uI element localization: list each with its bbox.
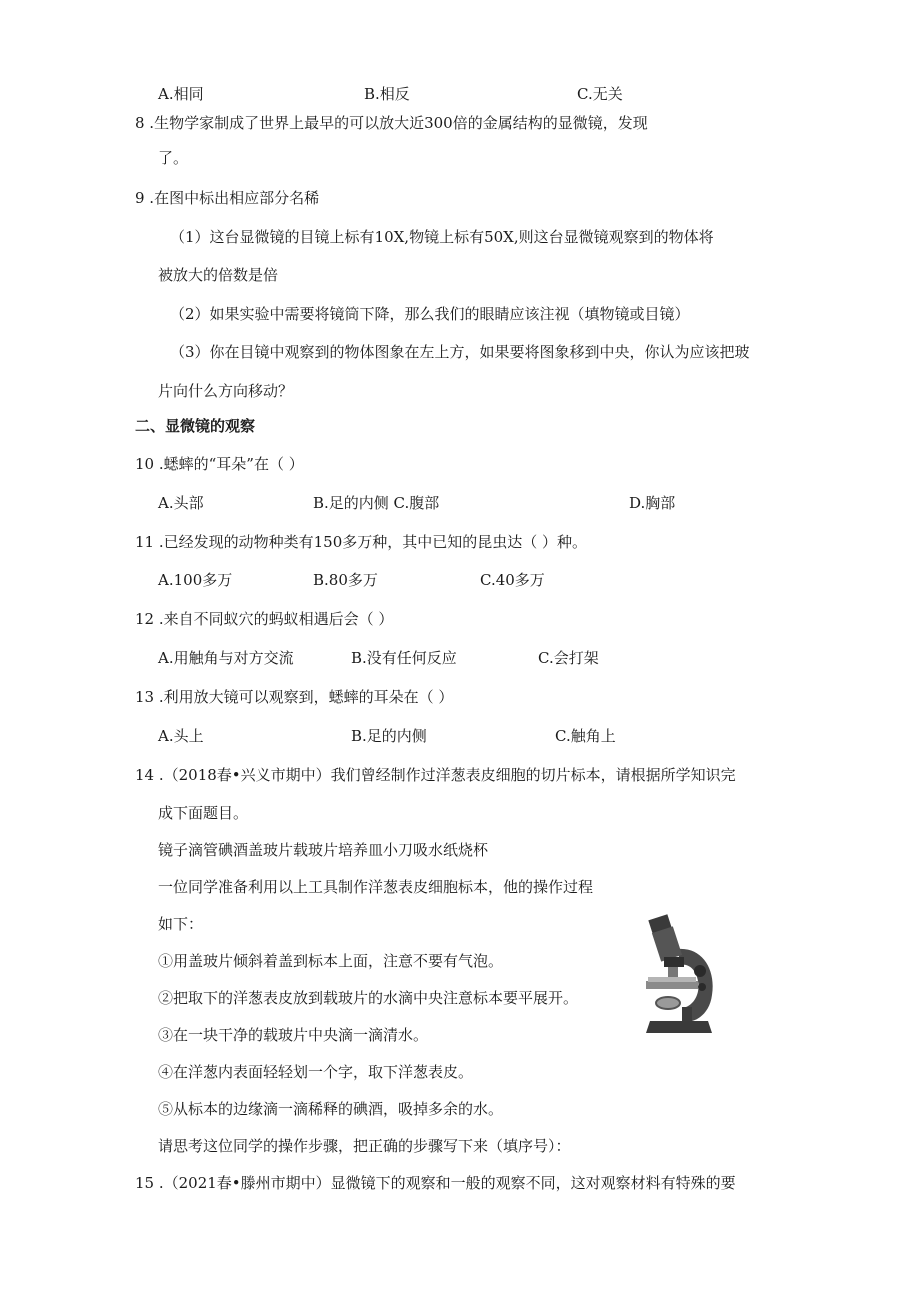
q9-text: 9 .在图中标出相应部分名稀 (135, 189, 320, 207)
q7-option-b: B.相反 (364, 85, 410, 103)
q13-text: 13 .利用放大镜可以观察到，蟋蟀的耳朵在（ ） (135, 688, 454, 706)
q7-option-c: C.无关 (577, 85, 623, 103)
q14-step-2: ②把取下的洋葱表皮放到载玻片的水滴中央注意标本要平展开。 (158, 989, 579, 1007)
q9-s2: （2）如果实验中需要将镜筒下降，那么我们的眼睛应该注视（填物镜或目镜） (170, 305, 690, 323)
q11-option-c: C.40多万 (480, 571, 545, 589)
q11-option-b: B.80多万 (313, 571, 378, 589)
q12-option-b: B.没有任何反应 (351, 649, 457, 667)
q10-option-d: D.胸部 (629, 494, 676, 512)
q8-text: 8 .生物学家制成了世界上最早的可以放大近300倍的金属结构的显微镜，发现 (135, 114, 648, 132)
q8-cont: 了。 (158, 149, 189, 167)
q12-text: 12 .来自不同蚁穴的蚂蚁相遇后会（ ） (135, 610, 394, 628)
q13-option-a: A.头上 (158, 727, 204, 745)
q14-cont: 成下面题目。 (158, 804, 249, 822)
q14-step-5: ⑤从标本的边缘滴一滴稀释的碘酒，吸掉多余的水。 (158, 1100, 504, 1118)
q14-tools: 镜子滴管碘酒盖玻片载玻片培养皿小刀吸水纸烧杯 (158, 841, 489, 859)
section-heading: 二、显微镜的观察 (135, 417, 256, 435)
q9-s1a: （1）这台显微镜的目镜上标有10X,物镜上标有50X,则这台显微镜观察到的物体将 (170, 228, 714, 246)
q14-step-3: ③在一块干净的载玻片中央滴一滴清水。 (158, 1026, 429, 1044)
q14-intro: 一位同学准备利用以上工具制作洋葱表皮细胞标本，他的操作过程 (158, 878, 594, 896)
q14-intro2: 如下： (158, 915, 204, 933)
q14-ask: 请思考这位同学的操作步骤，把正确的步骤写下来（填序号）： (158, 1137, 571, 1155)
q10-option-a: A.头部 (158, 494, 204, 512)
q9-s3b: 片向什么方向移动？ (158, 382, 294, 400)
q14-step-1: ①用盖玻片倾斜着盖到标本上面，注意不要有气泡。 (158, 952, 504, 970)
q14-step-4: ④在洋葱内表面轻轻划一个字，取下洋葱表皮。 (158, 1063, 474, 1081)
q10-text: 10 .蟋蟀的“耳朵”在（ ） (135, 455, 304, 473)
q14-text: 14 .（2018春•兴义市期中）我们曾经制作过洋葱表皮细胞的切片标本，请根据所学知识完 (135, 766, 736, 784)
q10-option-bc: B.足的内侧 C.腹部 (313, 494, 440, 512)
q11-text: 11 .已经发现的动物种类有150多万种，其中已知的昆虫达（ ）种。 (135, 533, 588, 551)
q12-option-a: A.用触角与对方交流 (158, 649, 294, 667)
q15-text: 15 .（2021春•滕州市期中）显微镜下的观察和一般的观察不同，这对观察材料有特殊的要 (135, 1174, 736, 1192)
microscope-image (640, 911, 718, 1035)
q7-option-a: A.相同 (158, 85, 204, 103)
q9-s3a: （3）你在目镜中观察到的物体图象在左上方，如果要将图象移到中央，你认为应该把玻 (170, 343, 750, 361)
q9-s1b: 被放大的倍数是倍 (158, 266, 279, 284)
q13-option-c: C.触角上 (555, 727, 616, 745)
q13-option-b: B.足的内侧 (351, 727, 427, 745)
q12-option-c: C.会打架 (538, 649, 599, 667)
q11-option-a: A.100多万 (158, 571, 233, 589)
